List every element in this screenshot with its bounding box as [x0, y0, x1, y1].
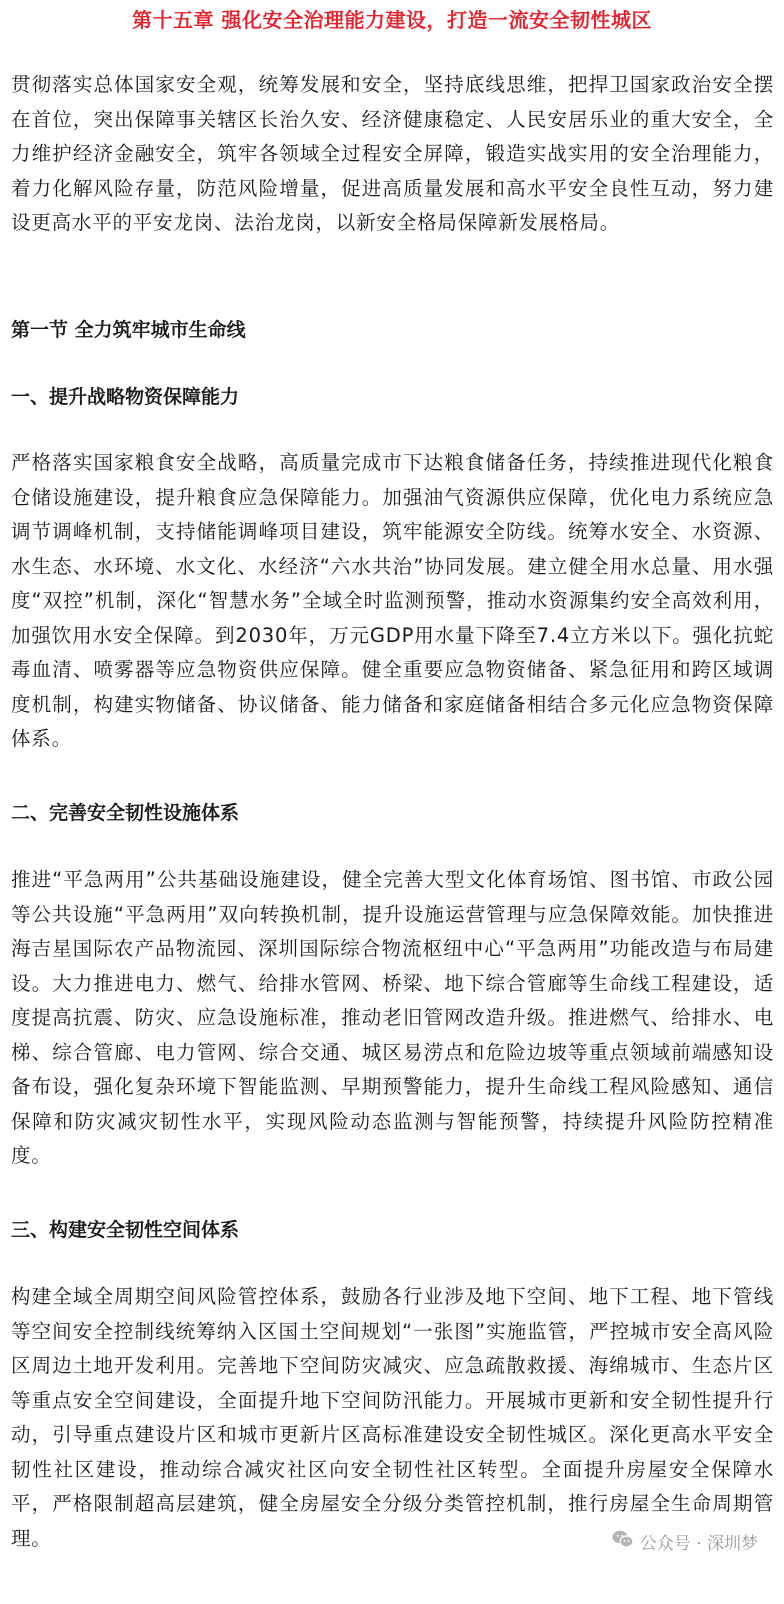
intro-paragraph: 贯彻落实总体国家安全观，统筹发展和安全，坚持底线思维，把捍卫国家政治安全摆在首位，突出保障事关辖区长治久安、经济健康稳定、人民安居乐业的重大安全，全力维护经济金融安全，筑牢各领域全过程安全屏障，锻造实战实用的安全治理能力，着力化解风险存量，防范风险增量，促进高质量发展和高水平安全良性互动，努力建设更高水平的平安龙岗、法治龙岗，以新安全格局保障新发展格局。: [11, 73, 774, 234]
subsection-heading-2: 二、完善安全韧性设施体系: [11, 802, 240, 824]
section-title: 第一节 全力筑牢城市生命线: [11, 319, 246, 341]
wechat-icon: [612, 1529, 640, 1554]
wechat-watermark: [608, 1528, 762, 1554]
subsection-heading-1: 一、提升战略物资保障能力: [11, 386, 240, 408]
chapter-title: 第十五章 强化安全治理能力建设，打造一流安全韧性城区: [132, 8, 652, 32]
subsection-heading-3: 三、构建安全韧性空间体系: [11, 1219, 240, 1241]
subsection-body-1: 严格落实国家粮食安全战略，高质量完成市下达粮食储备任务，持续推进现代化粮食仓储设施建设，提升粮食应急保障能力。加强油气资源供应保障，优化电力系统应急调节调峰机制，支持储能调峰项目建设，筑牢能源安全防线。统筹水安全、水资源、水生态、水环境、水文化、水经济“六水共治”协同发展。建立健全用水总量、用水强度“双控”机制，深化“智慧水务”全域全时监测预警，推动水资源集约安全高效利用，加强饮用水安全保障。到2030年，万元GDP用水量下降至7.4立方米以下。强化抗蛇毒血清、喷雾器等应急物资供应保障。健全重要应急物资储备、紧急征用和跨区域调度机制，构建实物储备、协议储备、能力储备和家庭储备相结合多元化应急物资保障体系。: [11, 451, 774, 750]
watermark-text: 公众号 · 深圳梦: [639, 1533, 758, 1554]
subsection-body-2: 推进“平急两用”公共基础设施建设，健全完善大型文化体育场馆、图书馆、市政公园等公共设施“平急两用”双向转换机制，提升设施运营管理与应急保障效能。加快推进海吉星国际农产品物流园、深圳国际综合物流枢纽中心“平急两用”功能改造与布局建设。大力推进电力、燃气、给排水管网、桥梁、地下综合管廊等生命线工程建设，适度提高抗震、防灾、应急设施标准，推动老旧管网改造升级。推进燃气、给排水、电梯、综合管廊、电力管网、综合交通、城区易涝点和危险边坡等重点领域前端感知设备布设，强化复杂环境下智能监测、早期预警能力，提升生命线工程风险感知、通信保障和防灾减灾韧性水平，实现风险动态监测与智能预警，持续提升风险防控精准度。: [11, 868, 774, 1167]
subsection-body-3: 构建全域全周期空间风险管控体系，鼓励各行业涉及地下空间、地下工程、地下管线等空间安全控制线统筹纳入区国土空间规划“一张图”实施监管，严控城市安全高风险区周边土地开发利用。完善地下空间防灾减灾、应急疏散救援、海绵城市、生态片区等重点安全空间建设，全面提升地下空间防汛能力。开展城市更新和安全韧性提升行动，引导重点建设片区和城市更新片区高标准建设安全韧性城区。深化更高水平安全韧性社区建设，推动综合减灾社区向安全韧性社区转型。全面提升房屋安全保障水平，严格限制超高层建筑，健全房屋安全分级分类管控机制，推行房屋全生命周期管理。: [11, 1285, 774, 1550]
